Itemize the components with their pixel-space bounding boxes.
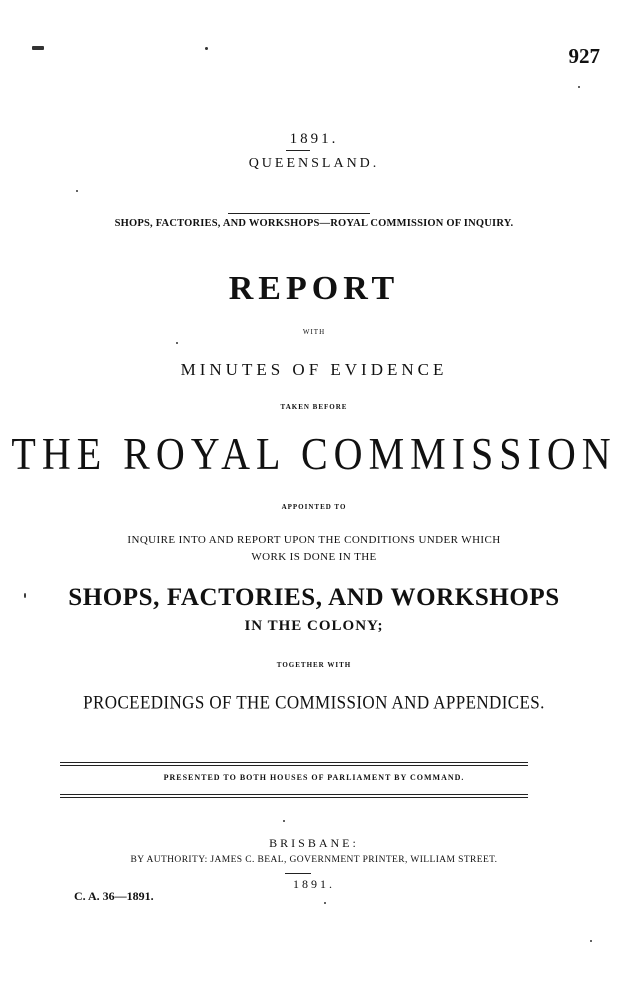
paper-code: C. A. 36—1891. [74,889,154,903]
with-label: WITH [302,328,326,336]
divider [285,873,311,874]
publication-year: 1891. [293,877,335,891]
divider [60,765,528,766]
divider [60,794,528,795]
scan-speck [24,593,26,598]
inquiry-text-line-2: WORK IS DONE IN THE [251,551,377,563]
shops-heading: SHOPS, FACTORIES, AND WORKSHOPS [68,584,560,611]
appointed-to-label: APPOINTED TO [281,503,347,511]
divider [60,797,528,798]
divider [60,762,528,763]
divider [286,150,310,151]
scan-speck [578,86,580,88]
commission-heading: THE ROYAL COMMISSION [11,427,617,480]
scan-speck [205,47,208,50]
state-heading: QUEENSLAND. [248,156,380,171]
divider [228,213,370,214]
scan-speck [283,820,285,822]
page-number: 927 [568,44,600,68]
printer-authority: BY AUTHORITY: JAMES C. BEAL, GOVERNMENT PRINTER, WILLIAM STREET. [130,855,498,865]
series-title: SHOPS, FACTORIES, AND WORKSHOPS—ROYAL COMMISSION OF INQUIRY. [114,218,514,229]
taken-before-label: TAKEN BEFORE [280,403,348,411]
presented-line: PRESENTED TO BOTH HOUSES OF PARLIAMENT BY COMMAND. [163,773,465,782]
place-of-publication: BRISBANE: [269,836,359,850]
scan-speck [324,902,326,904]
scan-speck [590,940,592,942]
report-title: REPORT [228,270,400,307]
inquiry-text-line-1: INQUIRE INTO AND REPORT UPON THE CONDITIONS UNDER WHICH [127,534,501,546]
year-heading: 1891. [289,131,339,147]
scan-speck [176,342,178,344]
minutes-heading: MINUTES OF EVIDENCE [180,360,448,379]
scan-speck [32,46,44,50]
together-with-label: TOGETHER WITH [276,661,352,669]
proceedings-heading: PROCEEDINGS OF THE COMMISSION AND APPENDICES. [83,692,545,713]
colony-heading: IN THE COLONY; [244,618,384,634]
scan-speck [76,190,78,192]
